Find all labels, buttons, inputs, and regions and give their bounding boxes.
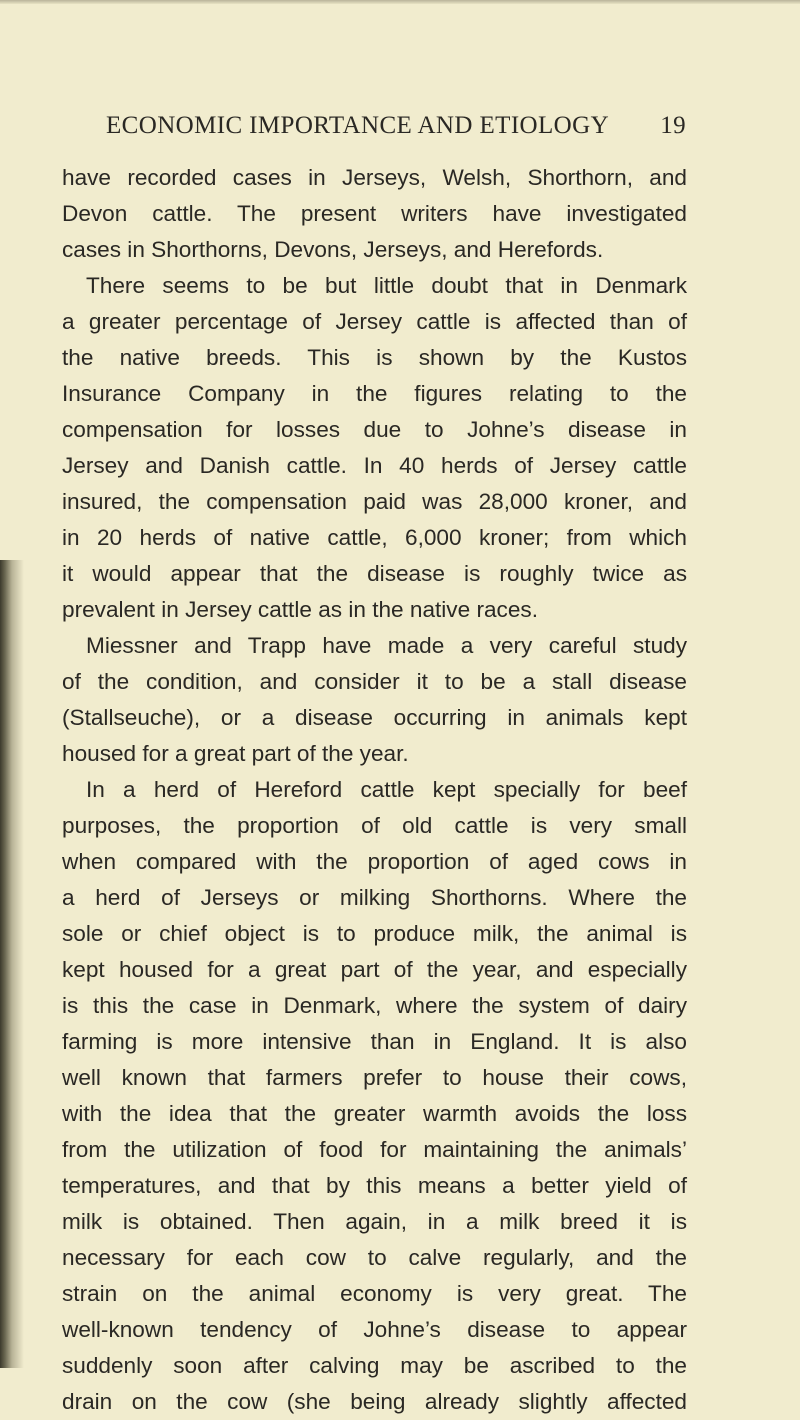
text-line: a greater percentage of Jersey cattle is affected than of [62, 309, 687, 334]
binding-shadow [0, 560, 24, 1368]
text-line: There seems to be but little doubt that in Denmark [86, 273, 687, 298]
text-line: Jersey and Danish cattle. In 40 herds of Jersey cattle [62, 453, 687, 478]
text-line: (Stallseuche), or a disease occurring in animals kept [62, 705, 687, 730]
text-line: temperatures, and that by this means a better yield of [62, 1173, 687, 1198]
text-line: in 20 herds of native cattle, 6,000 kroner; from which [62, 525, 687, 550]
body-text [62, 160, 687, 1420]
text-line: a herd of Jerseys or milking Shorthorns. Where the [62, 885, 687, 910]
text-line: farming is more intensive than in England. It is also [62, 1029, 687, 1054]
text-line: the native breeds. This is shown by the Kustos [62, 345, 687, 370]
text-line: well known that farmers prefer to house their cows, [62, 1065, 687, 1090]
text-line: Devon cattle. The present writers have investigated [62, 201, 687, 226]
text-line: cases in Shorthorns, Devons, Jerseys, and Herefords. [62, 237, 604, 262]
running-head-title: ECONOMIC IMPORTANCE AND ETIOLOGY [106, 112, 610, 139]
text-line: strain on the animal economy is very great. The [62, 1281, 687, 1306]
text-line: of the condition, and consider it to be a stall disease [62, 669, 687, 694]
text-line: necessary for each cow to calve regularly, and the [62, 1245, 687, 1270]
text-line: sole or chief object is to produce milk, the animal is [62, 921, 687, 946]
text-line: In a herd of Hereford cattle kept specially for beef [86, 777, 687, 802]
text-line: drain on the cow (she being already slightly affected [62, 1389, 687, 1414]
text-line: Insurance Company in the figures relating to the [62, 381, 687, 406]
text-line: is this the case in Denmark, where the system of dairy [62, 993, 687, 1018]
text-line: compensation for losses due to Johne’s disease in [62, 417, 687, 442]
text-line: purposes, the proportion of old cattle is very small [62, 813, 687, 838]
text-line: milk is obtained. Then again, in a milk breed it is [62, 1209, 687, 1234]
text-line: housed for a great part of the year. [62, 741, 409, 766]
text-line: Miessner and Trapp have made a very careful study [86, 633, 687, 658]
text-line: suddenly soon after calving may be ascribed to the [62, 1353, 687, 1378]
text-line: with the idea that the greater warmth avoids the loss [62, 1101, 687, 1126]
text-line: prevalent in Jersey cattle as in the native races. [62, 597, 538, 622]
text-line: have recorded cases in Jerseys, Welsh, Shorthorn, and [62, 165, 687, 190]
running-head [106, 112, 686, 146]
page-number: 19 [660, 112, 686, 139]
text-line: from the utilization of food for maintaining the animals’ [62, 1137, 687, 1162]
page-top-edge [0, 0, 800, 4]
text-line: when compared with the proportion of aged cows in [62, 849, 687, 874]
text-line: well-known tendency of Johne’s disease to appear [62, 1317, 687, 1342]
text-line: it would appear that the disease is roughly twice as [62, 561, 687, 586]
text-line: kept housed for a great part of the year, and especially [62, 957, 687, 982]
text-line: insured, the compensation paid was 28,000 kroner, and [62, 489, 687, 514]
